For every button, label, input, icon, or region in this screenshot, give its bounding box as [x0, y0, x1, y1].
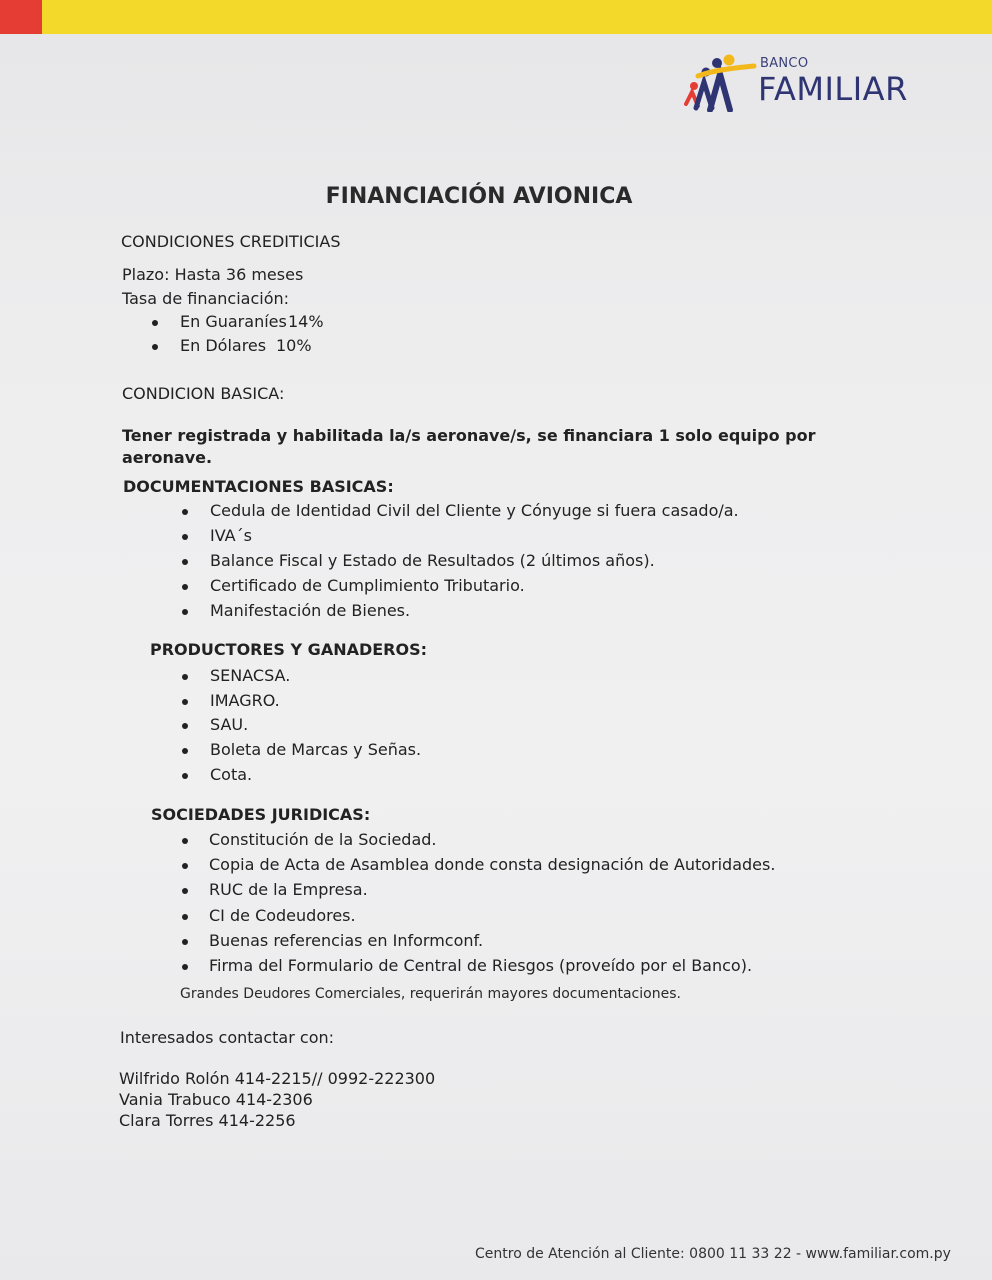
list-item: IMAGRO. [182, 691, 421, 716]
list-item: Firma del Formulario de Central de Riesgos (proveído por el Banco). [182, 956, 775, 981]
documentaciones-list [182, 501, 739, 626]
productores-heading: PRODUCTORES Y GANADEROS: [150, 640, 428, 659]
condicion-basica-line2: aeronave. [122, 448, 213, 467]
list-item: Cota. [182, 765, 421, 790]
top-color-band [0, 0, 992, 34]
footer-contact: Centro de Atención al Cliente: 0800 11 33 22 - www.familiar.com.py [475, 1246, 951, 1262]
logo-banco-text: BANCO [760, 56, 809, 71]
tasa-dolares-label: En Dólares [180, 336, 267, 355]
list-item: Boleta de Marcas y Señas. [182, 740, 421, 765]
family-logo-icon [684, 52, 758, 112]
list-item: SENACSA. [182, 666, 421, 691]
tasa-dolares-value: 10% [276, 336, 312, 355]
sociedades-note: Grandes Deudores Comerciales, requerirán mayores documentaciones. [180, 986, 681, 1002]
list-item: Certificado de Cumplimiento Tributario. [182, 576, 739, 601]
contacto-person: Vania Trabuco 414-2306 [119, 1090, 313, 1109]
list-item: Buenas referencias en Informconf. [182, 931, 775, 956]
list-item: Cedula de Identidad Civil del Cliente y Cónyuge si fuera casado/a. [182, 501, 739, 526]
list-item: CI de Codeudores. [182, 906, 775, 931]
contacto-person: Clara Torres 414-2256 [119, 1111, 296, 1130]
condicion-basica-heading: CONDICION BASICA: [122, 384, 285, 403]
sociedades-heading: SOCIEDADES JURIDICAS: [151, 805, 371, 824]
list-item: Manifestación de Bienes. [182, 601, 739, 626]
top-band-red-corner [0, 0, 42, 34]
page-title: FINANCIACIÓN AVIONICA [325, 184, 633, 209]
tasa-guaranies-label: En Guaraníes [180, 312, 287, 331]
bullet-icon [152, 320, 158, 326]
list-item: RUC de la Empresa. [182, 880, 775, 905]
list-item: Copia de Acta de Asamblea donde consta designación de Autoridades. [182, 855, 775, 880]
sociedades-list [182, 830, 775, 981]
productores-list [182, 666, 421, 789]
contacto-person: Wilfrido Rolón 414-2215// 0992-222300 [119, 1069, 436, 1088]
banco-familiar-logo [684, 52, 934, 112]
tasa-guaranies-value: 14% [288, 312, 324, 331]
documentaciones-heading: DOCUMENTACIONES BASICAS: [123, 477, 394, 496]
list-item: Constitución de la Sociedad. [182, 830, 775, 855]
contacto-heading: Interesados contactar con: [120, 1028, 335, 1047]
list-item: Balance Fiscal y Estado de Resultados (2 últimos años). [182, 551, 739, 576]
plazo-text: Plazo: Hasta 36 meses [122, 265, 304, 284]
bullet-icon [152, 344, 158, 350]
condiciones-heading: CONDICIONES CREDITICIAS [121, 232, 341, 251]
list-item: SAU. [182, 715, 421, 740]
logo-familiar-text: FAMILIAR [758, 70, 908, 108]
list-item: IVA´s [182, 526, 739, 551]
condicion-basica-line1: Tener registrada y habilitada la/s aeronave/s, se financiara 1 solo equipo por [122, 426, 816, 445]
tasa-label: Tasa de financiación: [122, 289, 290, 308]
